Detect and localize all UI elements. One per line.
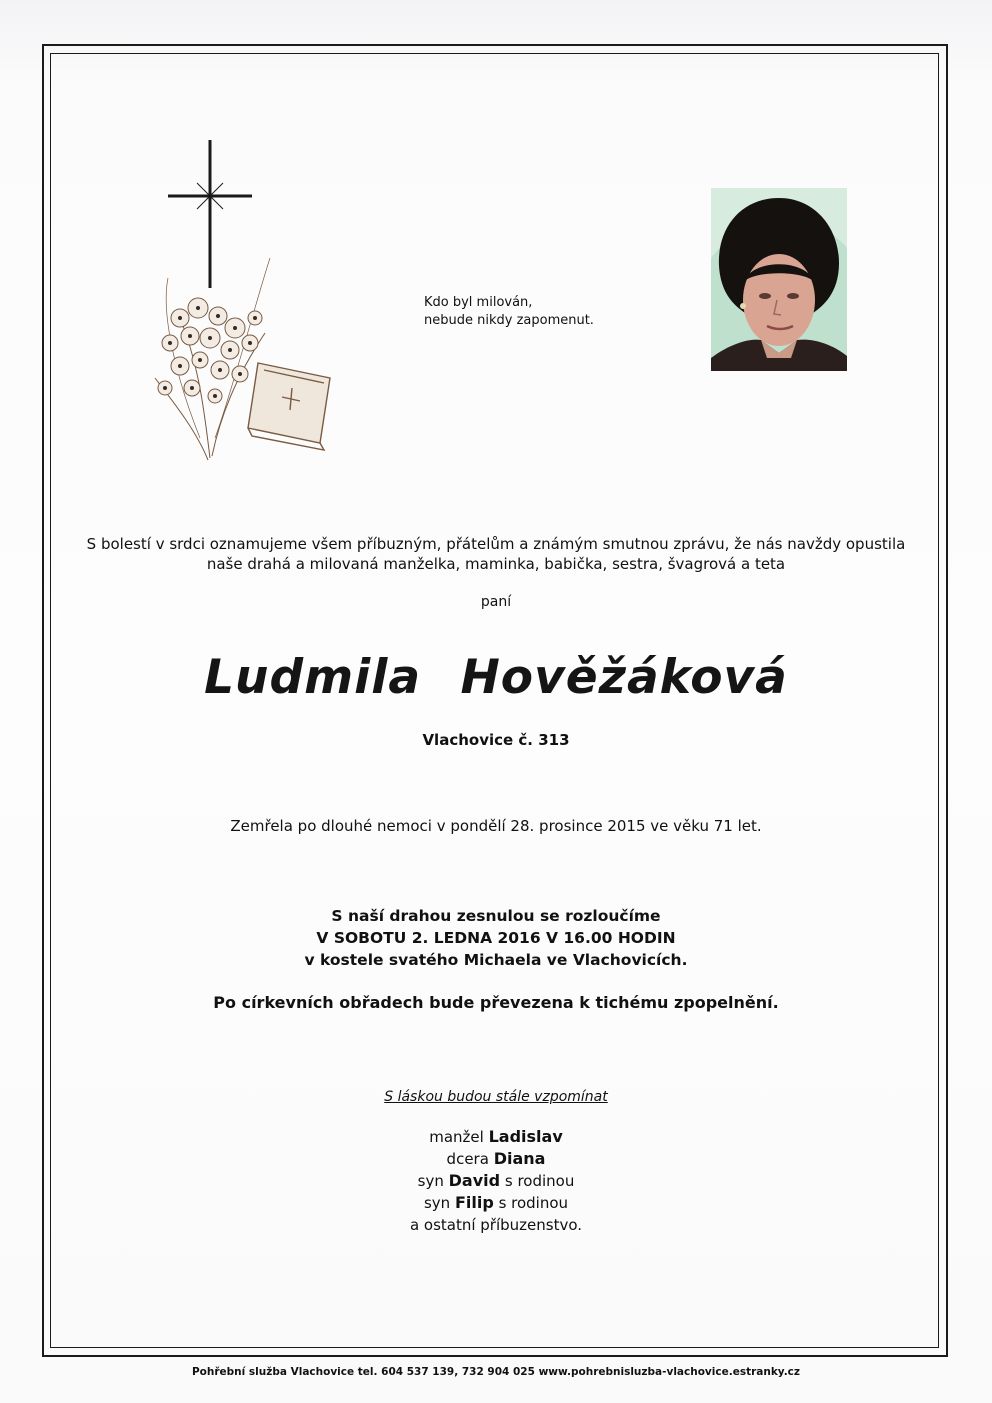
farewell-line-2: V SOBOTU 2. LEDNA 2016 V 16.00 HODIN [316, 929, 676, 947]
mourner-row [60, 1126, 932, 1148]
portrait-illustration [711, 188, 847, 371]
announcement-line-2: naše drahá a milovaná manželka, maminka, babička, sestra, švagrová a teta [206, 555, 786, 573]
mourners-closing: a ostatní příbuzenstvo. [409, 1216, 583, 1234]
portrait-photo [711, 188, 847, 371]
last-name: Hověžáková [460, 650, 788, 705]
farewell-details [60, 905, 932, 971]
first-name: Ludmila [204, 650, 422, 705]
mourner-name: Diana [493, 1149, 546, 1168]
cross-flowers-book-decoration [140, 138, 340, 468]
mourner-name: Filip [454, 1193, 494, 1212]
farewell-line-3: v kostele svatého Michaela ve Vlachovicích. [304, 951, 688, 969]
announcement-text [60, 534, 932, 574]
quote-line-1: Kdo byl milován, [424, 295, 533, 310]
mourner-name: David [448, 1171, 501, 1190]
mourner-relation: syn [423, 1194, 451, 1212]
announcement-line-1: S bolestí v srdci oznamujeme všem příbuzným, přátelům a známým smutnou zprávu, že nás navždy opustila [86, 535, 906, 553]
mourner-relation: syn [417, 1172, 444, 1190]
mourner-row [60, 1170, 932, 1192]
mourners-list [60, 1126, 932, 1236]
deceased-address: Vlachovice č. 313 [422, 731, 570, 749]
funeral-service-footer: Pohřební služba Vlachovice tel. 604 537 139, 732 904 025 www.pohrebnisluzba-vlachovice.estranky.cz [191, 1366, 801, 1378]
memory-heading: S láskou budou stále vzpomínat [384, 1089, 608, 1105]
death-notice: Zemřela po dlouhé nemoci v pondělí 28. prosince 2015 ve věku 71 let. [230, 817, 762, 835]
mourner-relation: dcera [446, 1150, 489, 1168]
mourner-name: Ladislav [488, 1127, 563, 1146]
quote-line-2: nebude nikdy zapomenut. [424, 313, 594, 328]
deceased-name [60, 650, 932, 705]
book-icon [248, 363, 330, 450]
memorial-quote [424, 294, 644, 330]
mourner-suffix: s rodinou [504, 1172, 575, 1190]
cross-icon [168, 140, 252, 288]
mourner-relation: manžel [429, 1128, 484, 1146]
mourner-row [60, 1192, 932, 1214]
mourner-row [60, 1148, 932, 1170]
cremation-note: Po církevních obřadech bude převezena k tichému zpopelnění. [213, 993, 779, 1012]
farewell-line-1: S naší drahou zesnulou se rozloučíme [331, 907, 661, 925]
mourner-suffix: s rodinou [498, 1194, 569, 1212]
honorific: paní [480, 594, 512, 610]
